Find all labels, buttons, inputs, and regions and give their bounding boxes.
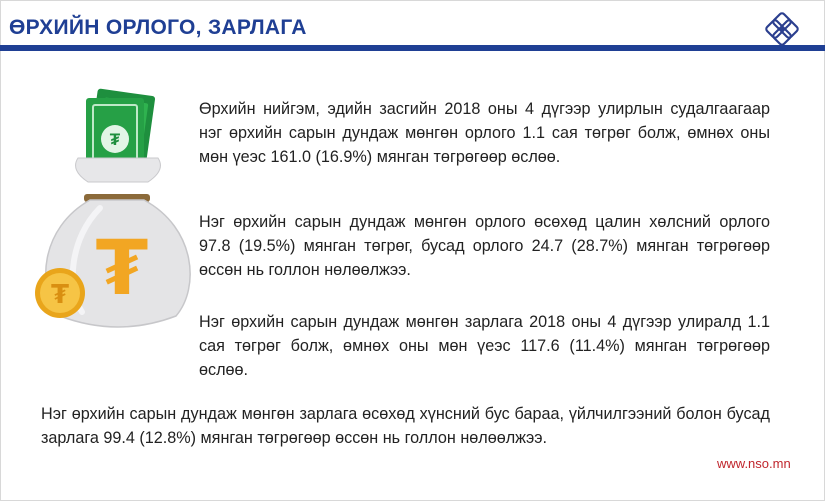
bag-symbol: ₮ [95,223,149,312]
title-underline [0,45,825,51]
coin-icon [35,268,85,318]
money-bag-icon [30,88,200,328]
svg-text:₮: ₮ [109,130,121,149]
coin-symbol: ₮ [50,280,70,310]
website-link[interactable]: www.nso.mn [717,456,791,471]
paragraph-2: Нэг өрхийн сарын дундаж мөнгөн орлого өсөхөд цалин хөлсний орлого 97.8 (19.5%) мянган төгрөг, бусад орлого 24.7 (28.7%) мянган төгрөгөөр өссөн нь голлон нөлөөлжээ. [199,213,770,279]
paragraph-1: Өрхийн нийгэм, эдийн засгийн 2018 оны 4 дүгээр улирлын судалгаагаар нэг өрхийн сарын дундаж мөнгөн орлого 1.1 сая төгрөг болж, өмнөх оны мөн үеэс 161.0 (16.9%) мянган төгрөгөөр өслөө. [199,100,770,166]
page-title: ӨРХИЙН ОРЛОГО, ЗАРЛАГА [9,16,307,39]
paragraph-4: Нэг өрхийн сарын дундаж мөнгөн зарлага өсөхөд хүнсний бус бараа, үйлчилгээний болон бусад зарлага 99.4 (12.8%) мянган төгрөгөөр өссөн нь голлон нөлөөлжээ. [41,405,770,447]
nso-knot-logo-icon [765,12,799,46]
paragraph-3: Нэг өрхийн сарын дундаж мөнгөн зарлага 2018 оны 4 дүгээр улиралд 1.1 сая төгрөг болж, өмнөх оны мөн үеэс 117.6 (11.4%) мянган төгрөгөөр өслөө. [199,313,770,379]
